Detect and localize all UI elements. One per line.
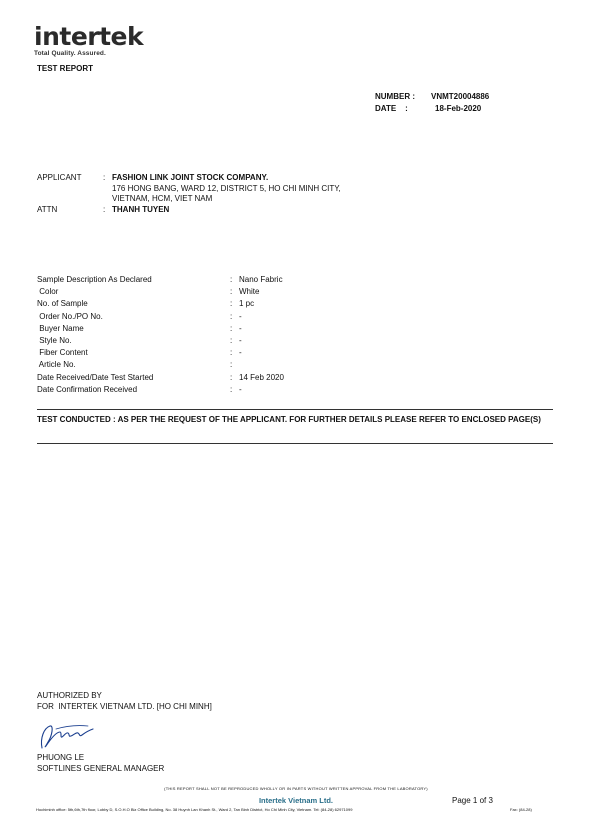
detail-label: Date Received/Date Test Started xyxy=(37,372,154,382)
detail-label: Sample Description As Declared xyxy=(37,275,152,284)
logo-tagline: Total Quality. Assured. xyxy=(34,50,106,57)
authorized-for: FOR INTERTEK VIETNAM LTD. [HO CHI MINH] xyxy=(37,702,212,711)
footer-notice: (THIS REPORT SHALL NOT BE REPRODUCED WHOLLY OR IN PARTS WITHOUT WRITTEN APPROVAL FROM THE LABORATORY) xyxy=(164,786,428,791)
detail-row: Date Confirmation Received : - xyxy=(37,384,284,396)
applicant-block xyxy=(37,173,341,215)
detail-label: Fiber Content xyxy=(37,348,88,358)
attn-value: THANH TUYEN xyxy=(112,204,170,214)
detail-value: - xyxy=(239,348,242,358)
sample-details xyxy=(37,274,284,396)
attn-label: ATTN xyxy=(37,204,58,214)
detail-row: Sample Description As Declared : Nano Fabric xyxy=(37,274,284,286)
page-number: Page 1 of 3 xyxy=(452,796,493,805)
detail-row: Order No./PO No. : - xyxy=(37,311,284,323)
detail-label: Date Confirmation Received xyxy=(37,384,138,394)
detail-row: Buyer Name : - xyxy=(37,323,284,335)
applicant-name: FASHION LINK JOINT STOCK COMPANY. xyxy=(112,173,269,182)
authorized-by-label: AUTHORIZED BY xyxy=(37,691,102,700)
test-conducted-statement: TEST CONDUCTED : AS PER THE REQUEST OF THE APPLICANT. FOR FURTHER DETAILS PLEASE REFER TO ENCLOSED PAGE(S) xyxy=(37,415,541,424)
signer-title: SOFTLINES GENERAL MANAGER xyxy=(37,764,165,773)
detail-label: Color xyxy=(37,287,59,297)
applicant-address-line1: 176 HONG BANG, WARD 12, DISTRICT 5, HO CHI MINH CITY, xyxy=(112,183,341,193)
report-title: TEST REPORT xyxy=(37,64,94,73)
detail-label: No. of Sample xyxy=(37,299,88,309)
detail-value: - xyxy=(239,323,242,333)
detail-row: No. of Sample : 1 pc xyxy=(37,298,284,310)
detail-row: Style No. : - xyxy=(37,335,284,347)
signer-name: PHUONG LE xyxy=(37,753,85,762)
detail-value: - xyxy=(239,335,242,345)
number-label: NUMBER : xyxy=(375,92,415,101)
detail-value: White xyxy=(239,287,260,297)
detail-row: Fiber Content : - xyxy=(37,347,284,359)
detail-label: Article No. xyxy=(37,360,76,370)
detail-label: Buyer Name xyxy=(37,323,84,333)
footer-company: Intertek Vietnam Ltd. xyxy=(258,796,334,805)
divider-top xyxy=(37,409,553,410)
date-value: 18-Feb-2020 xyxy=(435,103,482,113)
footer-fax: Fax: (84-28) xyxy=(510,807,532,812)
number-value: VNMT20004886 xyxy=(431,92,490,101)
authorization-block xyxy=(37,690,212,712)
detail-row: Date Received/Date Test Started : 14 Feb 2020 xyxy=(37,372,284,384)
applicant-address-line2: VIETNAM, HCM, VIET NAM xyxy=(112,194,213,203)
report-number-block xyxy=(375,91,489,114)
detail-value: - xyxy=(239,384,242,394)
signer-block xyxy=(37,752,164,774)
attn-colon: : xyxy=(103,204,106,214)
detail-value: Nano Fabric xyxy=(239,275,283,284)
footer-address: Hochiminh office: 5th,6th,7th floor, Lobby D, S.O.H.O Biz Office Building, No. 38 Huynh Lan Khanh St., Ward 2, Tan Binh District, Ho Chi Minh City, Vietnam. Tel: (84-28) 62971099 xyxy=(36,807,353,812)
applicant-label: APPLICANT xyxy=(37,173,82,182)
detail-value: - xyxy=(239,311,242,321)
divider-bottom xyxy=(37,443,553,444)
intertek-logo xyxy=(34,24,143,57)
detail-row: Article No. : xyxy=(37,359,284,371)
detail-label: Style No. xyxy=(37,335,72,345)
detail-label: Order No./PO No. xyxy=(37,311,103,321)
detail-value: 1 pc xyxy=(239,299,255,309)
logo-wordmark: intertek xyxy=(34,22,144,51)
detail-row: Color : White xyxy=(37,286,284,298)
detail-value: 14 Feb 2020 xyxy=(239,372,284,382)
date-label: DATE : xyxy=(375,103,408,113)
applicant-colon: : xyxy=(103,173,106,182)
